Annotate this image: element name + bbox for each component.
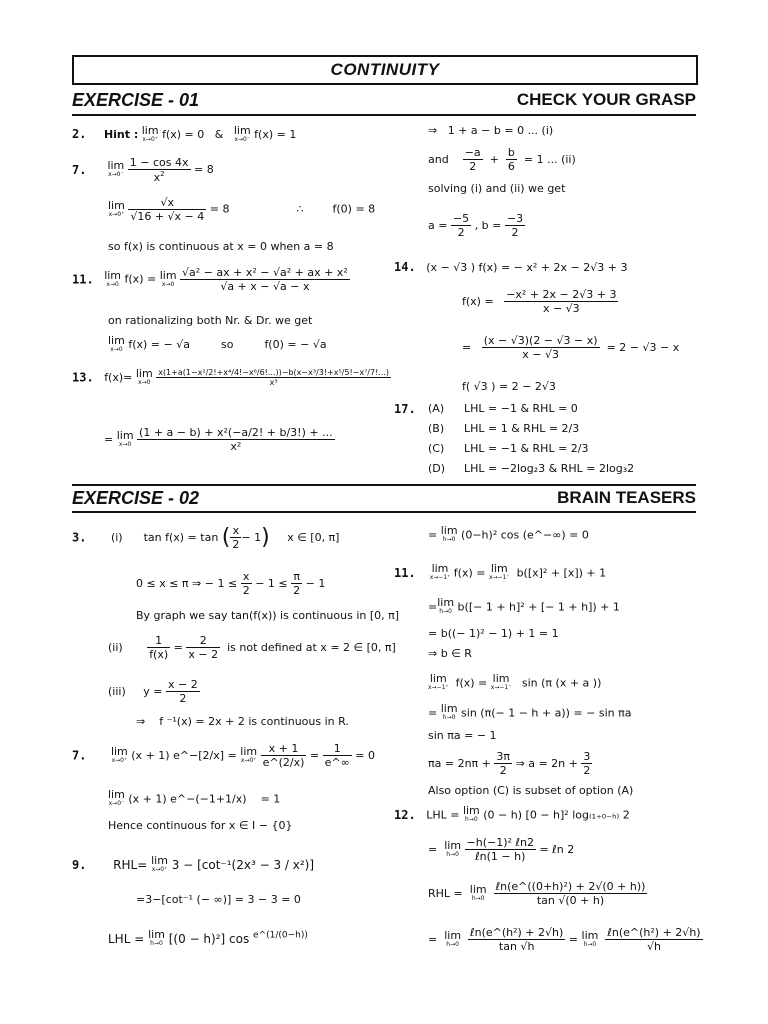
r1-line: ⇒ 1 + a − b = 0 ... (i) (428, 124, 554, 137)
r3-line: solving (i) and (ii) we get (428, 182, 566, 195)
divider (72, 114, 696, 116)
q17-option (428, 401, 708, 421)
option-text: LHL = −1 & RHL = 0 (464, 402, 578, 415)
e2-q9c-line: LHL = lim h→0 [(0 − h)²] cos $^{e\^{}(1/(0-h))}$ (108, 928, 308, 947)
check-your-grasp-heading: CHECK YOUR GRASP (516, 90, 696, 109)
e2-q11c-line: = b((− 1)² − 1) + 1 = 1 (428, 627, 559, 640)
e2-q3d-line: (ii) $\frac{1}{f(x)}$ = $\frac{2}{x - 2}$ is not defined at x = 2 ∈ [0, π] (108, 634, 396, 661)
e2-q9b-line: =3−[cot⁻¹ (− ∞)] = 3 − 3 = 0 (136, 893, 301, 906)
page-title-box (72, 55, 698, 85)
question-number: 2. (72, 127, 87, 141)
e2-q7b-line: lim x→0⁻ (x + 1) e^−(−1+1/x) = 1 (108, 788, 281, 807)
option-label: (C) (428, 442, 445, 455)
q11b-line: on rationalizing both Nr. & Dr. we get (108, 314, 313, 327)
e2-q3-line: 3. (i) tan f(x) = tan ( $\frac{x}{2}$ − 1) x ∈ [0, π] (72, 524, 340, 551)
exercise-01-heading: EXERCISE - 01 (72, 90, 200, 110)
e2-q3e-line: (iii) y = $\frac{x - 2}{2}$ (108, 678, 198, 705)
e2-q11-line: 11. lim x→−1⁺ f(x) = lim x→−1⁻ b([x]² + [x]) + 1 (394, 562, 607, 581)
e2-q11h-line: πa = 2nπ + $\frac{3\pi}{2}$ ⇒ a = 2n + $\frac{3}{2}$ (428, 750, 591, 777)
q17-option (428, 461, 708, 481)
brain-teasers-heading: BRAIN TEASERS (557, 488, 696, 507)
option-text: LHL = −2log₂3 & RHL = 2log₃2 (464, 462, 635, 475)
page-title: CONTINUITY (330, 60, 440, 79)
e2-q11f-line: = lim h→0 sin (π(− 1 − h + a)) = − sin πa (428, 702, 632, 721)
option-label: (D) (428, 462, 446, 475)
e2-q3b-line: 0 ≤ x ≤ π ⇒ − 1 ≤ $\frac{x}{2}$ − 1 ≤ $\frac{\pi}{2}$ − 1 (136, 570, 326, 597)
divider (72, 511, 696, 513)
q14b-line: f(x) = $\frac{\text{−x² + 2x − 2√3 + 3}}{x - √3}$ (462, 288, 617, 315)
e2-q11d-line: ⇒ b ∈ R (428, 647, 472, 660)
e2-q12d-line: = lim h→0 ℓn(e^(h²) + 2√h) tan √h = lim h→0 ℓn(e^(h²) + 2√h) √h (428, 926, 701, 953)
q17-option (428, 441, 708, 461)
q7c-line: so f(x) is continuous at x = 0 when a = 8 (108, 240, 334, 253)
q14d-line: f( √3 ) = 2 − 2√3 (462, 380, 556, 393)
e2-q11g-line: sin πa = − 1 (428, 729, 497, 742)
option-text: LHL = −1 & RHL = 2/3 (464, 442, 589, 455)
e2-q12b-line: = lim h→0 −h(−1)² ℓn2 ℓn(1 − h) = ℓn 2 (428, 836, 575, 863)
e2-q3c-line: By graph we say tan(f(x)) is continuous in [0, π] (136, 609, 400, 622)
e2-q3f-line: ⇒ f ⁻¹(x) = 2x + 2 is continuous in R. (136, 715, 349, 728)
q14-line: 14. (x − √3 ) f(x) = − x² + 2x − 2√3 + 3 (394, 260, 628, 274)
hint-label: Hint : (103, 128, 139, 141)
q13b-line: = lim x→0 $\frac{\text{(1 + a − b) + x²(−a/2! + b/3!) + ...}}{\text{x²}}$ (104, 426, 333, 453)
divider (72, 484, 696, 486)
q11-line: 11. lim x→0 f(x) = lim x→0 $\frac{\text{√a² − ax + x² − √a² + ax + x²}}{√a + x - √a - x}$ (72, 266, 348, 293)
q7b-line: lim x→0⁺ $\frac{√x}{√16 + √x - 4}$ = 8 ∴ f(0) = 8 (108, 196, 376, 223)
e2-q12-line: 12. LHL = lim h→0 (0 − h) [0 − h]² log₍₁₊₀₋ₕ₎ 2 (394, 804, 630, 823)
r4-line: a = $\frac{-5}{2}$ , b = $\frac{-3}{2}$ (428, 212, 524, 239)
q14c-line: = $\frac{(x - √3)(2 - √3 - x)}{x - √3}$ = 2 − √3 − x (462, 334, 680, 361)
r2-line: and $\frac{-a}{2}$ + $\frac{b}{6}$ = 1 ... (ii) (428, 146, 576, 173)
q11c-line: lim x→0 f(x) = − √a so f(0) = − √a (108, 334, 327, 353)
e2-q11i-line: Also option (C) is subset of option (A) (428, 784, 634, 797)
q2-line: 2. Hint : lim x→0⁺ f(x) = 0 & lim x→0⁻ f(x) = 1 (72, 124, 297, 143)
option-text: LHL = 1 & RHL = 2/3 (464, 422, 580, 435)
q13-line: 13. f(x)= lim x→0 $\frac{\text{x(1+a(1−x²/2!+x⁴/4!−x⁶/6!...))−b(x−x³/3!+x⁵/5!−x⁷/7!...)}}{\text{x³}}$ (72, 366, 390, 387)
option-label: (B) (428, 422, 445, 435)
exercise-02-heading: EXERCISE - 02 (72, 488, 200, 508)
e2-q7c-line: Hence continuous for x ∈ I − {0} (108, 819, 293, 832)
e2-q7-line: 7. lim x→0⁺ (x + 1) e^−[2/x] = lim x→0⁺ $\frac{x + 1}{e\^{}(2/x)}$ = $\frac{1}{e\^{}\infty}$ = 0 (72, 742, 375, 769)
e2-q12c-line: RHL = lim h→0 ℓn(e^((0+h)²) + 2√(0 + h)) tan √(0 + h) (428, 880, 646, 907)
option-label: (A) (428, 402, 445, 415)
e2-q11e-line: lim x→−1⁺ f(x) = lim x→−1⁻ sin (π (x + a )) (428, 672, 602, 691)
q7-line: 7. lim x→0⁻ $\frac{1 - \cos 4x}{x^2}$ = 8 (72, 156, 214, 184)
e2-q11b-line: = lim h→0 b([− 1 + h]² + [− 1 + h]) + 1 (428, 596, 620, 615)
q17-option (428, 421, 708, 441)
e2-q9-line: 9. RHL= lim x→0⁺ 3 − [cot⁻¹(2x³ − 3 / x²)] (72, 854, 315, 873)
e2-r0-line: = lim h→0 (0−h)² cos (e^−∞) = 0 (428, 524, 589, 543)
